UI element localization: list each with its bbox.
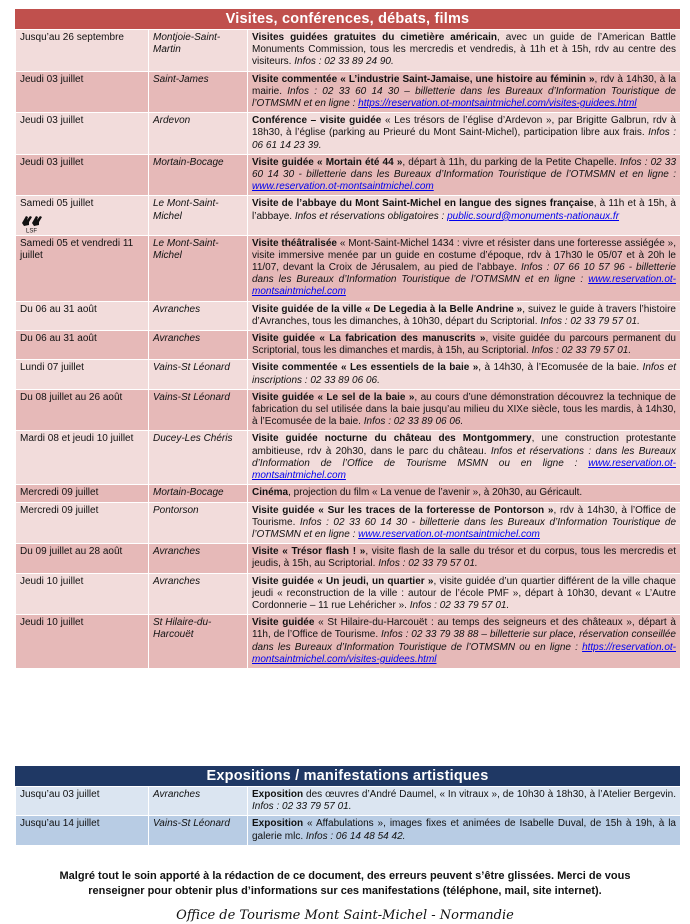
event-date: Du 08 juillet au 26 août (20, 391, 123, 403)
event-place: Avranches (149, 573, 248, 615)
event-date-cell (16, 431, 149, 485)
event-description (248, 196, 681, 235)
event-date-cell (16, 301, 149, 330)
event-date: Mardi 08 et jeudi 10 juillet (20, 433, 134, 445)
table-row (16, 71, 681, 113)
event-date: Jeudi 10 juillet (20, 575, 84, 587)
event-text: , rdv à 14h30, à la mairie. (252, 73, 677, 97)
event-date-cell (16, 196, 149, 235)
event-title: Visite théâtralisée (252, 237, 337, 249)
event-title: Visites guidées gratuites du cimetière américain (252, 32, 497, 43)
table-row (16, 331, 681, 360)
event-description (248, 301, 681, 330)
table-row (16, 485, 681, 502)
event-info: Infos et réservations obligatoires : (294, 210, 448, 222)
event-info: Infos : 06 14 48 54 42. (305, 830, 406, 842)
event-place: Ducey-Les Chéris (149, 431, 248, 485)
event-date-cell (16, 331, 149, 360)
event-description (248, 615, 681, 669)
disclaimer-line-1: Malgré tout le soin apporté à la rédaction de ce document, des erreurs peuvent s’être glissées. Merci de vous (59, 870, 631, 882)
event-date: Samedi 05 et vendredi 11 juillet (20, 237, 134, 261)
event-description (248, 431, 681, 485)
table-row (16, 113, 681, 155)
event-title: Visite guidée « Sur les traces de la forteresse de Pontorson » (252, 504, 554, 516)
event-date-cell (16, 71, 149, 113)
event-date: Jeudi 03 juillet (20, 156, 84, 168)
event-date: Jusqu’au 26 septembre (20, 32, 124, 43)
event-place: Saint-James (149, 71, 248, 113)
table-row (16, 573, 681, 615)
table-row (16, 816, 681, 845)
event-link[interactable]: www.reservation.ot-montsaintmichel.com (358, 528, 540, 540)
event-title: Visite commentée « L’industrie Saint-Jamaise, une histoire au féminin » (252, 73, 595, 85)
event-text: « Affabulations », images fixes et animées de Isabelle Duval, de 15h à 19h, à la galerie mlc. (252, 818, 676, 842)
event-text: , visite guidée d’un quartier différent de la ville chaque jeudi « reconstruction de la ville : autour de l’école PMF », départ à 10h30, devant « L’Autre Cordonnerie – 11 rue Lehéricher ». (252, 575, 676, 611)
event-title: Visite guidée « Un jeudi, un quartier » (252, 575, 434, 587)
event-date: Du 09 juillet au 28 août (20, 546, 123, 558)
event-link[interactable]: www.reservation.ot-montsaintmichel.com (252, 274, 676, 298)
event-text: , à 14h30, à l’Ecomusée de la baie. (478, 362, 643, 374)
event-text: , visite flash de la salle du trésor et du corpus, tous les mercredis et jeudis, à 15h, au Scriptorial. (252, 546, 676, 570)
event-info: Infos : 02 33 89 06 06. (363, 416, 464, 428)
event-date: Du 06 au 31 août (20, 333, 97, 345)
event-text: , une construction protestante ambitieuse, rdv à 20h30, dans le parc du château. (252, 433, 677, 457)
event-date: Samedi 05 juillet (20, 198, 94, 210)
event-date: Jeudi 03 juillet (20, 73, 84, 85)
event-link[interactable]: https://reservation.ot-montsaintmichel.com/visites-guidees.html (252, 641, 676, 665)
event-info: Infos : 02 33 60 14 30 - billetterie dans les Bureaux d’Information Touristique de l’OTMSMN et en ligne : (252, 156, 677, 181)
event-place: Avranches (149, 301, 248, 330)
table-row (16, 360, 681, 389)
event-title: Cinéma (252, 487, 289, 499)
event-title: Visite « Trésor flash ! » (252, 546, 366, 558)
event-text: « St Hilaire-du-Harcouët : au temps des seigneurs et des châteaux », départ à 11h, de l’Office de Tourisme. (252, 617, 676, 641)
event-date-cell (16, 787, 149, 816)
event-title: Exposition (252, 789, 304, 800)
event-date-cell (16, 30, 149, 72)
event-place: Le Mont-Saint-Michel (149, 235, 248, 301)
event-description (248, 331, 681, 360)
event-link[interactable]: public.sourd@monuments-nationaux.fr (447, 210, 620, 222)
event-text: des œuvres d’André Daumel, « In vitraux », de 10h30 à 18h30, à l’Atelier Bergevin. (303, 789, 676, 800)
event-text: , suivez le guide à travers l’histoire d’Avranches, tous les dimanches, à 10h30, départ du Scriptorial. (252, 303, 676, 327)
event-date-cell (16, 485, 149, 502)
event-date-cell (16, 389, 149, 431)
event-date-cell (16, 360, 149, 389)
event-info: Infos : 02 33 89 24 90. (294, 56, 394, 68)
event-title: Visite guidée (252, 617, 315, 629)
event-link[interactable]: https://reservation.ot-montsaintmichel.com/visites-guidees.html (358, 98, 637, 110)
event-description (248, 787, 681, 816)
event-description (248, 113, 681, 155)
event-title: Visite guidée « La fabrication des manuscrits » (252, 333, 486, 345)
table-row (16, 235, 681, 301)
event-place: Vains-St Léonard (149, 389, 248, 431)
sign-language-icon (20, 213, 42, 233)
event-info: Infos : 02 33 79 57 01. (540, 315, 640, 327)
event-text: , projection du film « La venue de l’avenir », à 20h30, au Géricault. (288, 487, 583, 499)
event-info: Infos : 02 33 60 14 30 - billetterie dans les Bureaux d’Information Touristique de l’OTMSMN et en ligne : (252, 516, 677, 540)
event-date: Mercredi 09 juillet (20, 487, 99, 499)
event-info: Infos : 02 33 79 57 01. (252, 801, 352, 813)
event-place: Vains-St Léonard (149, 360, 248, 389)
event-info: Infos et inscriptions : 02 33 89 06 06. (252, 362, 677, 386)
event-place: St Hilaire-du-Harcouët (149, 615, 248, 669)
event-info: Infos : 02 33 79 38 88 – billetterie sur place, réservation conseillée dans les Bureaux d’Information Touristique de l’OTMSMN ou en ligne : (252, 629, 676, 653)
event-place: Le Mont-Saint-Michel (149, 196, 248, 235)
event-text: « Les trésors de l’église d’Ardevon », par Brigitte Galbrun, rdv à 18h30, à l’église (parking au Prieuré du Mont Saint-Michel), participation libre aux frais. (252, 115, 676, 139)
event-text: , à 11h et à 15h, à l’abbaye. (252, 198, 676, 222)
event-date-cell (16, 573, 149, 615)
event-text: , au cours d’une démonstration découvrez la technique de fabrication du sel utilisée dans la baie jusqu’au milieu du XIXe siècle, tous les mardis, à 14h30, à l’Ecomusée de la baie. (252, 391, 676, 428)
table-row (16, 615, 681, 669)
event-place: Vains-St Léonard (149, 816, 248, 845)
event-description (248, 485, 681, 502)
event-date-cell (16, 113, 149, 155)
event-date: Lundi 07 juillet (20, 362, 84, 374)
event-date: Mercredi 09 juillet (20, 504, 99, 516)
event-description (248, 816, 681, 845)
table-row (16, 30, 681, 72)
event-title: Visite de l’abbaye du Mont Saint-Michel en langue des signes française (252, 198, 594, 210)
event-info: Infos : 06 61 14 23 39. (252, 127, 676, 151)
event-place: Avranches (149, 787, 248, 816)
event-description (248, 573, 681, 615)
signature: Office de Tourisme Mont Saint-Michel - Normandie (176, 908, 514, 923)
expositions-block (15, 766, 680, 846)
event-info: Infos : 02 33 79 57 01. (531, 345, 632, 357)
event-description (248, 71, 681, 113)
event-description (248, 502, 681, 544)
event-title: Exposition (252, 818, 304, 830)
agenda-document (15, 9, 680, 669)
table-row (16, 544, 681, 573)
event-title: Visite commentée « Les essentiels de la baie » (252, 362, 479, 374)
event-place: Avranches (149, 544, 248, 573)
event-info: Infos et réservations : dans les Bureaux d’Information de l’Office de Tourisme MSMN ou en ligne : (252, 445, 676, 469)
event-date: Du 06 au 31 août (20, 303, 97, 315)
event-place: Mortain-Bocage (149, 485, 248, 502)
event-text: « Mont-Saint-Michel 1434 : vivre et résister dans une forteresse assiégée », visite immersive menée par un guide en costume d’époque, rdv à 17h30 le 05/07 et à 20h le 11/07, devant la Croix de Jérusalem, au pied de l’abbaye. (252, 237, 676, 274)
table-row (16, 196, 681, 235)
disclaimer (0, 869, 690, 899)
event-description (248, 389, 681, 431)
event-title: Conférence – visite guidée (252, 115, 382, 127)
event-date-cell (16, 502, 149, 544)
expositions-section-header: Expositions / manifestations artistiques (15, 766, 680, 786)
event-link[interactable]: www.reservation.ot-montsaintmichel.com (252, 181, 434, 193)
visits-section-header: Visites, conférences, débats, films (15, 9, 680, 29)
event-description (248, 235, 681, 301)
table-row (16, 154, 681, 196)
event-place: Ardevon (149, 113, 248, 155)
table-row (16, 787, 681, 816)
event-title: Visite guidée nocturne du château des Montgommery (252, 433, 532, 445)
event-date-cell (16, 615, 149, 669)
event-place: Avranches (149, 331, 248, 360)
event-text: , visite guidée du parcours permanent du Scriptorial, tous les dimanches et mardis, à 15h, au Scriptorial. (252, 333, 676, 357)
event-description (248, 360, 681, 389)
event-title: Visite guidée « Le sel de la baie » (252, 391, 415, 403)
event-info: Infos : 02 33 60 14 30 – billetterie dans les Bureaux d’Information Touristique de l’OTMSMN et en ligne : (252, 85, 676, 110)
event-date-cell (16, 235, 149, 301)
visits-table (15, 29, 681, 669)
event-text: , rdv à 14h30, à l’Office de Tourisme. (252, 504, 676, 528)
event-info: Infos : 07 66 10 57 96 - billetterie dans les Bureaux d’Information Touristique de l’OTMSMN et en ligne : (252, 262, 676, 286)
table-row (16, 389, 681, 431)
table-row (16, 431, 681, 485)
event-text: , départ à 11h, du parking de la Petite Chapelle. (402, 156, 620, 168)
event-description (248, 544, 681, 573)
event-description (248, 154, 681, 196)
event-description (248, 30, 681, 72)
event-place: Montjoie-Saint-Martin (149, 30, 248, 72)
event-date: Jusqu’au 03 juillet (20, 789, 100, 800)
event-date-cell (16, 154, 149, 196)
event-link[interactable]: www.reservation.ot-montsaintmichel.com (252, 457, 676, 482)
expositions-table (15, 786, 681, 846)
event-date: Jusqu’au 14 juillet (20, 818, 100, 830)
table-row (16, 301, 681, 330)
lsf-label: LSF (26, 228, 38, 233)
event-text: , avec un guide de l’American Battle Monuments Commission, tous les mercredis et vendredis, à 11h et à 15h, rdv au centre des visiteurs. (252, 32, 676, 68)
event-date-cell (16, 544, 149, 573)
event-place: Mortain-Bocage (149, 154, 248, 196)
disclaimer-line-2: renseigner pour obtenir plus d’informations sur ces manifestations (téléphone, mail, site internet). (88, 885, 602, 897)
event-info: Infos : 02 33 79 57 01. (378, 558, 478, 570)
event-place: Pontorson (149, 502, 248, 544)
event-title: Visite guidée « Mortain été 44 » (252, 156, 403, 168)
event-date: Jeudi 10 juillet (20, 617, 84, 629)
event-info: Infos : 02 33 79 57 01. (409, 599, 510, 611)
event-date: Jeudi 03 juillet (20, 115, 84, 127)
event-date-cell (16, 816, 149, 845)
table-row (16, 502, 681, 544)
event-title: Visite guidée de la ville « De Legedia à la Belle Andrine » (252, 303, 523, 315)
